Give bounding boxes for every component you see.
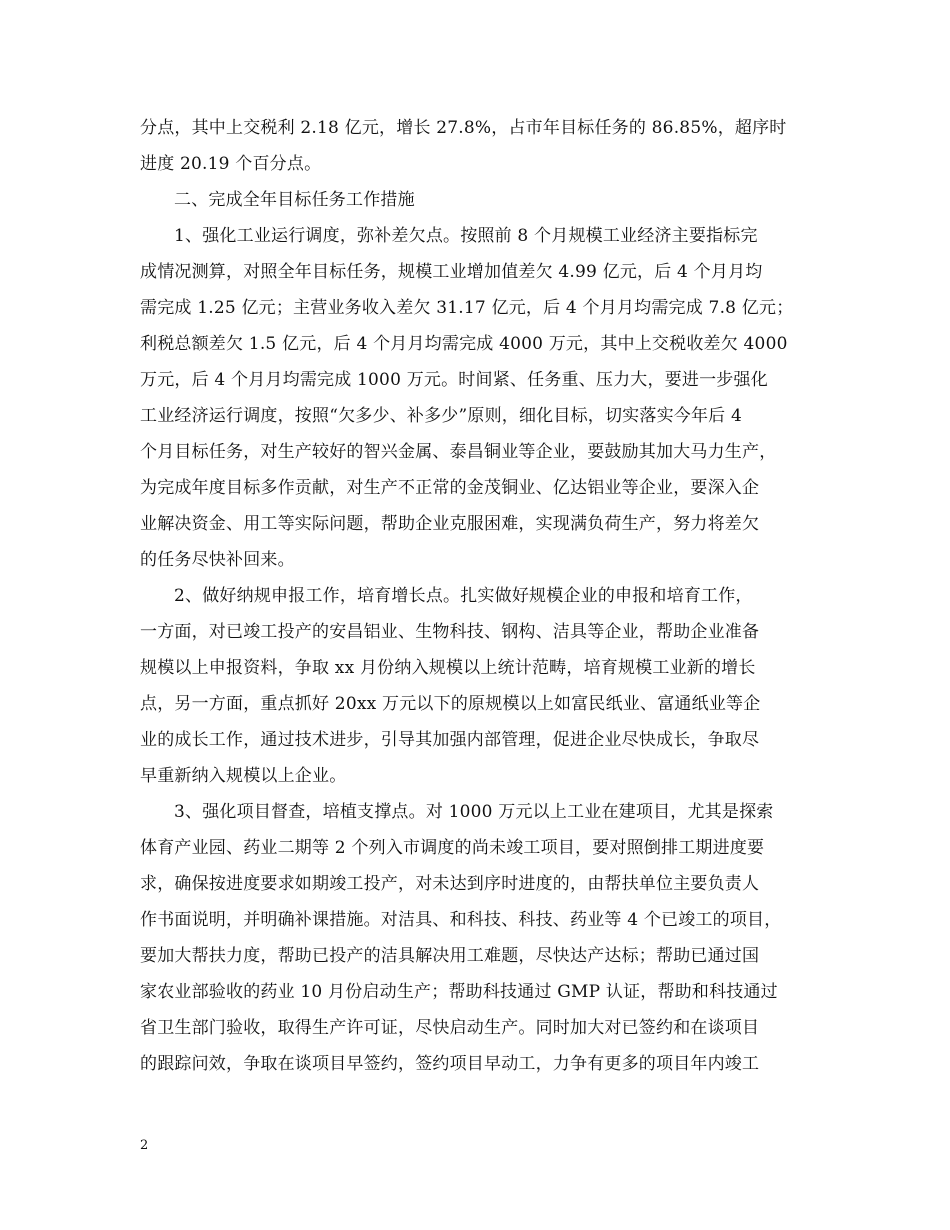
text-line: 作书面说明，并明确补课措施。对洁具、和科技、科技、药业等 4 个已竣工的项目， xyxy=(140,910,782,930)
text-line: 点，另一方面，重点抓好 20xx 万元以下的原规模以上如富民纸业、富通纸业等企 xyxy=(140,694,761,714)
text-line: 要加大帮扶力度，帮助已投产的洁具解决用工难题，尽快达产达标；帮助已通过国 xyxy=(140,946,760,966)
text-line: 工业经济运行调度，按照“欠多少、补多少”原则，细化目标，切实落实今年后 4 xyxy=(140,406,742,426)
text-line: 的任务尽快补回来。 xyxy=(140,550,295,570)
text-line: 成情况测算，对照全年目标任务，规模工业增加值差欠 4.99 亿元，后 4 个月月均 xyxy=(140,262,763,282)
text-line: 需完成 1.25 亿元；主营业务收入差欠 31.17 亿元，后 4 个月月均需完成 7.8 亿元； xyxy=(140,298,794,318)
text-line: 求，确保按进度要求如期竣工投产，对未达到序时进度的，由帮扶单位主要负责人 xyxy=(140,874,760,894)
text-line: 的跟踪问效，争取在谈项目早签约，签约项目早动工，力争有更多的项目年内竣工 xyxy=(140,1054,760,1074)
text-line: 家农业部验收的药业 10 月份启动生产；帮助科技通过 GMP 认证，帮助和科技通过 xyxy=(140,982,778,1002)
text-line: 体育产业园、药业二期等 2 个列入市调度的尚未竣工项目，要对照倒排工期进度要 xyxy=(140,838,765,858)
text-line: 规模以上申报资料，争取 xx 月份纳入规模以上统计范畴，培育规模工业新的增长 xyxy=(140,658,756,678)
text-line: 3、强化项目督查，培植支撑点。对 1000 万元以上工业在建项目，尤其是探索 xyxy=(174,802,774,822)
text-line: 利税总额差欠 1.5 亿元，后 4 个月月均需完成 4000 万元，其中上交税收差欠 4000 xyxy=(140,334,788,354)
text-line: 为完成年度目标多作贡献，对生产不正常的金茂铜业、亿达铝业等企业，要深入企 xyxy=(140,478,760,498)
text-line: 进度 20.19 个百分点。 xyxy=(140,154,322,174)
page-number: 2 xyxy=(140,1138,149,1153)
text-line: 个月目标任务，对生产较好的智兴金属、泰昌铜业等企业，要鼓励其加大马力生产， xyxy=(140,442,777,462)
text-line: 省卫生部门验收，取得生产许可证，尽快启动生产。同时加大对已签约和在谈项目 xyxy=(140,1018,760,1038)
text-line: 万元，后 4 个月月均需完成 1000 万元。时间紧、任务重、压力大，要进一步强化 xyxy=(140,370,768,390)
text-line: 业的成长工作，通过技术进步，引导其加强内部管理，促进企业尽快成长，争取尽 xyxy=(140,730,760,750)
text-line: 1、强化工业运行调度，弥补差欠点。按照前 8 个月规模工业经济主要指标完 xyxy=(174,226,758,246)
section-heading: 二、完成全年目标任务工作措施 xyxy=(174,190,415,210)
text-line: 分点，其中上交税利 2.18 亿元，增长 27.8%，占市年目标任务的 86.85%，超序时 xyxy=(140,118,787,138)
text-line: 一方面，对已竣工投产的安昌铝业、生物科技、钢构、洁具等企业，帮助企业准备 xyxy=(140,622,760,642)
text-line: 2、做好纳规申报工作，培育增长点。扎实做好规模企业的申报和培育工作， xyxy=(174,586,753,606)
text-line: 早重新纳入规模以上企业。 xyxy=(140,766,347,786)
text-line: 业解决资金、用工等实际问题，帮助企业克服困难，实现满负荷生产，努力将差欠 xyxy=(140,514,760,534)
